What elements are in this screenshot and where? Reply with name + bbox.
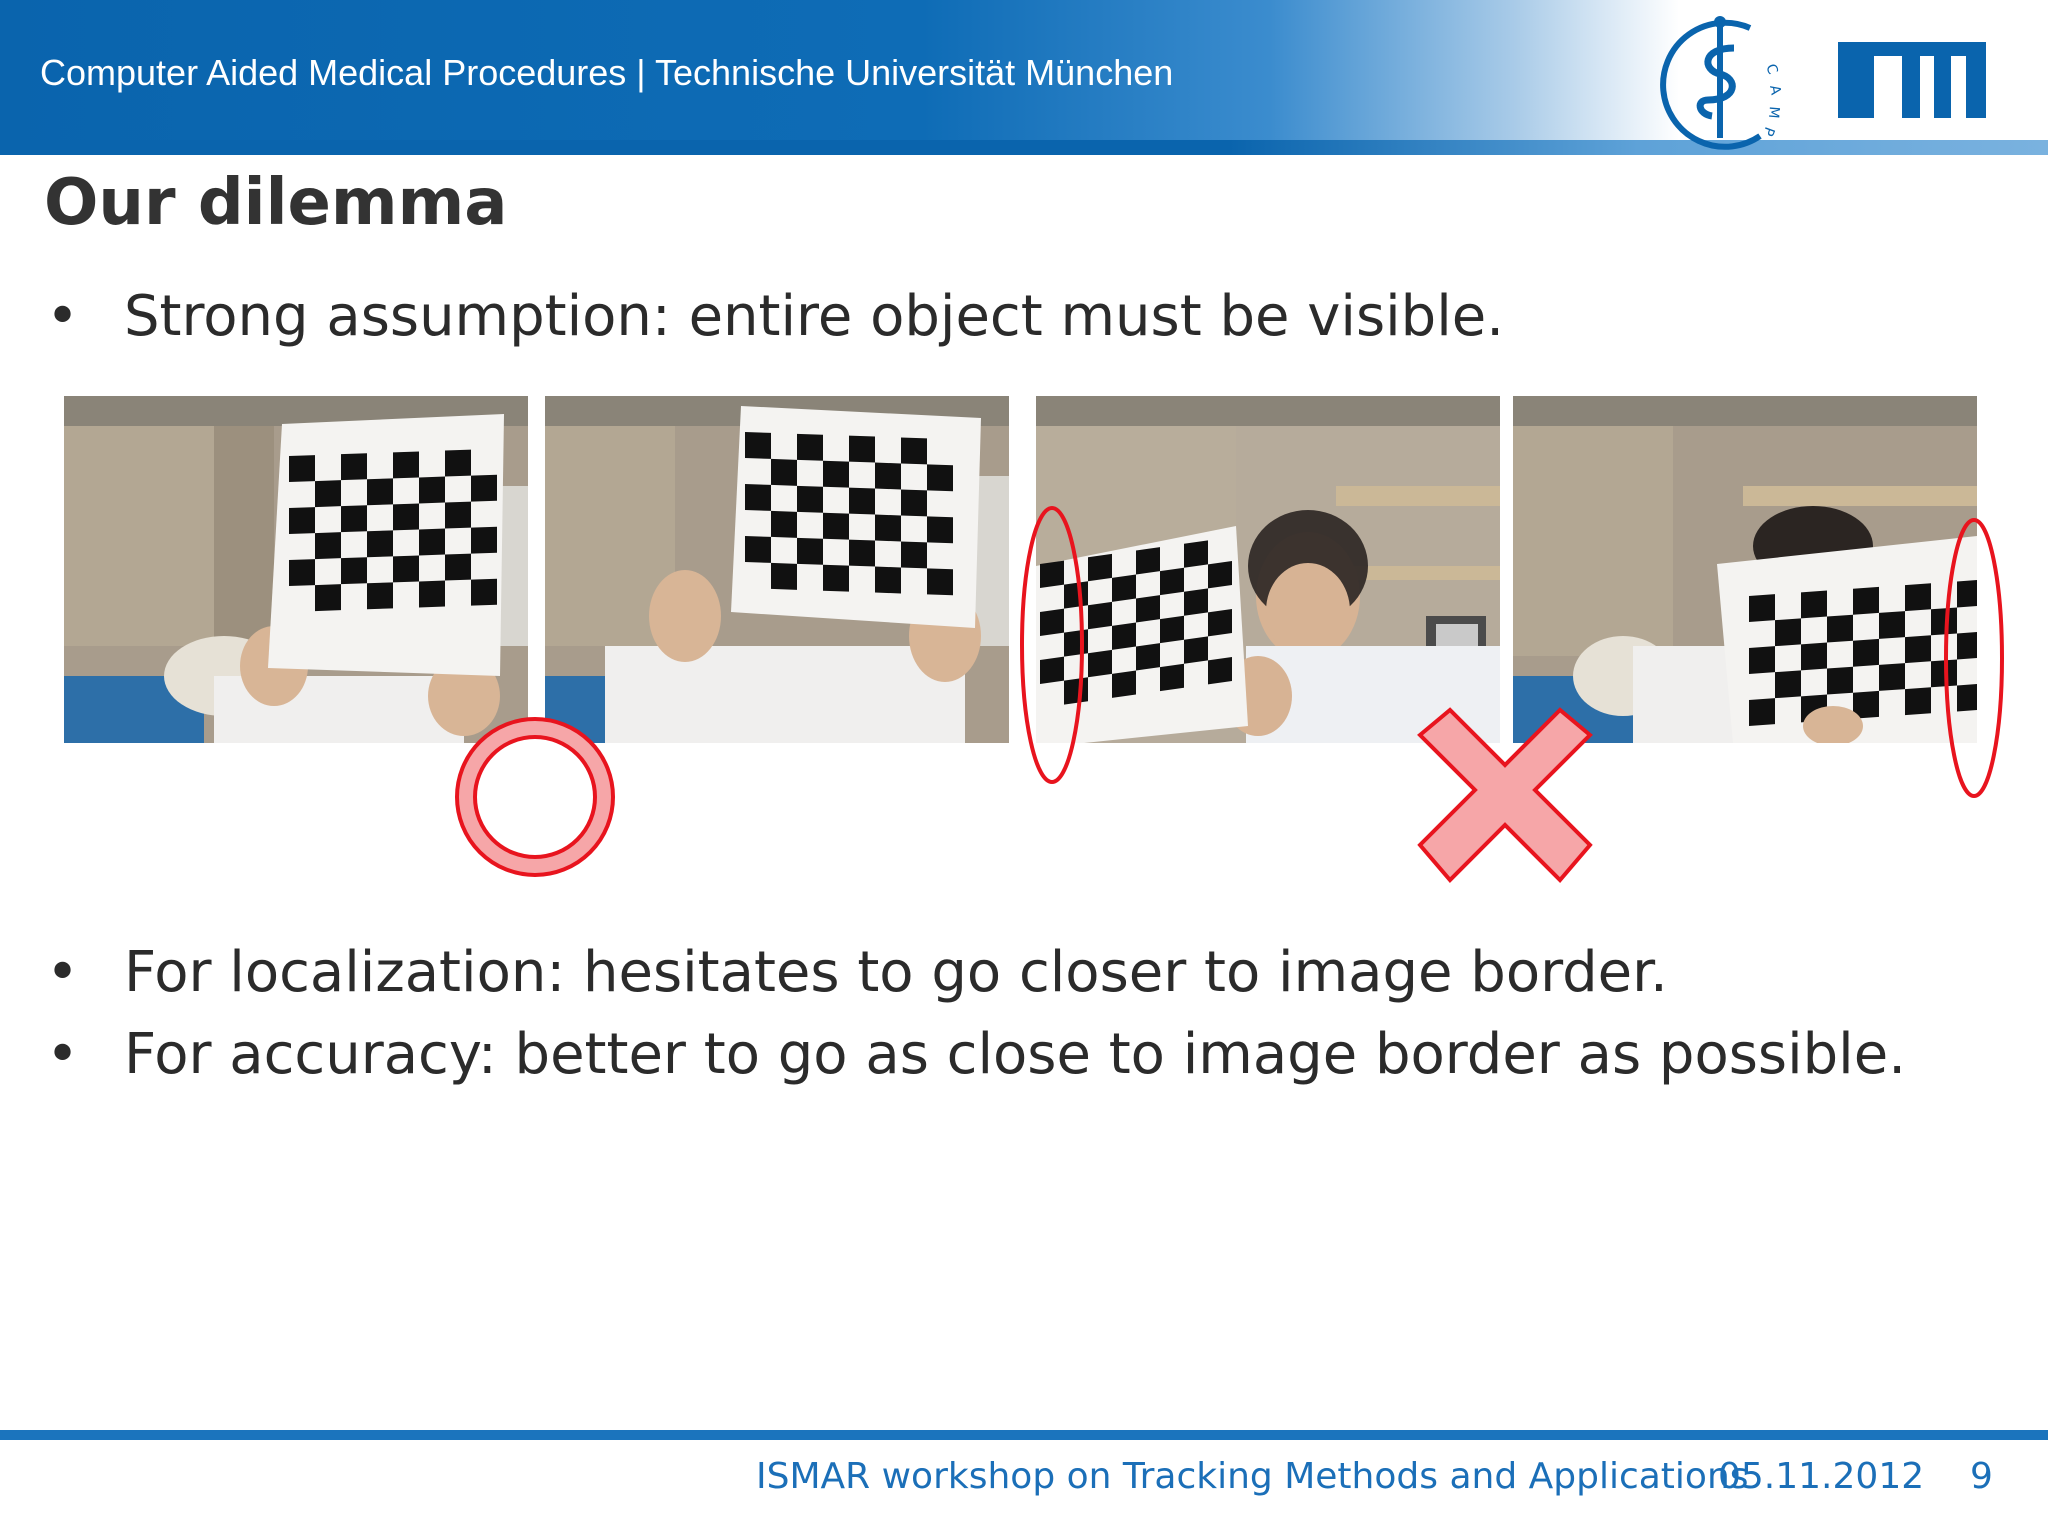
svg-text:C: C	[1762, 61, 1781, 77]
bullet-text: For localization: hesitates to go closer to image border.	[124, 940, 1668, 1005]
footer-date: 05.11.2012	[1718, 1456, 1925, 1497]
photo-partial-board-left	[1036, 396, 1500, 743]
footer-event: ISMAR workshop on Tracking Methods and Applications	[756, 1456, 1749, 1497]
photo-full-board-2	[545, 396, 1009, 743]
svg-text:P: P	[1759, 124, 1778, 139]
bullet-icon: •	[46, 940, 80, 1005]
bullet-text: Strong assumption: entire object must be visible.	[124, 284, 1505, 349]
header-title: Computer Aided Medical Procedures | Technische Universität München	[40, 52, 1174, 93]
bullet-icon: •	[46, 1022, 80, 1087]
bullet-item-assumption	[46, 284, 1504, 349]
footer-divider	[0, 1430, 2048, 1440]
camp-logo-text	[1759, 62, 1783, 138]
svg-text:M: M	[1764, 105, 1782, 120]
bullet-icon: •	[46, 284, 80, 349]
photo-partial-board-right	[1513, 396, 1977, 743]
photo-full-board-1	[64, 396, 528, 743]
bullet-item-accuracy	[46, 1022, 1906, 1087]
slide-title: Our dilemma	[44, 166, 508, 240]
camp-logo	[1642, 8, 1792, 158]
svg-text:A: A	[1766, 83, 1784, 97]
bullet-item-localization	[46, 940, 1668, 1005]
tum-logo	[1838, 42, 1986, 118]
page-number: 9	[1970, 1456, 1993, 1497]
bullet-text: For accuracy: better to go as close to image border as possible.	[124, 1022, 1906, 1087]
